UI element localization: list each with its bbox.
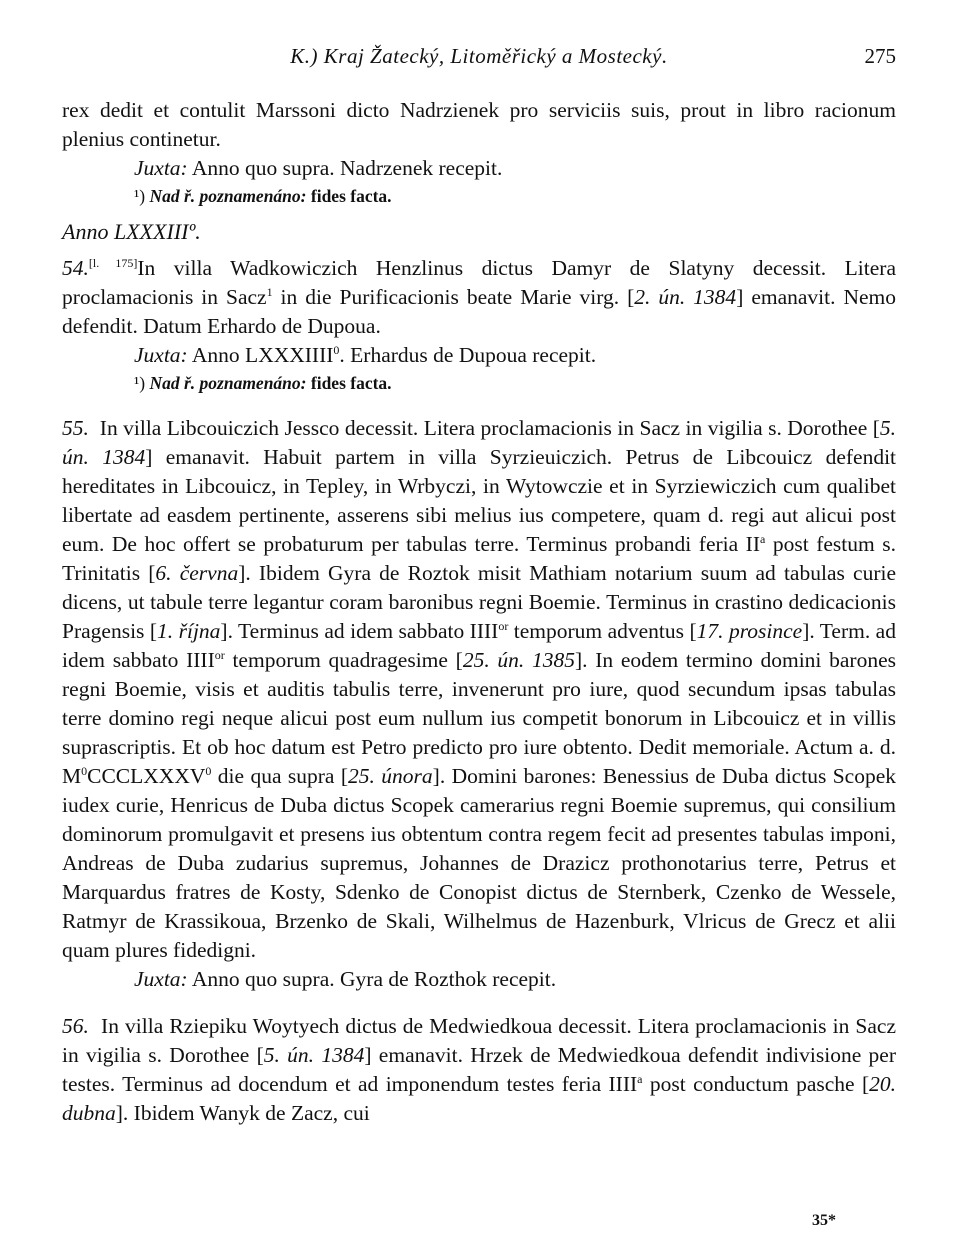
entry-54 [62,254,896,396]
printer-signature: 35* [812,1212,836,1229]
entry-55-text: 55. In villa Libcouiczich Jessco decessit. Litera proclamacionis in Sacz in vigilia s. Dorothee [5. ún. 1384] emanavit. Habuit partem in villa Syrzieuiczich. Petrus de Libcouicz defendit hereditates in Libcouicz, in Tepley, in Wrbyczi, in Wytowczie et in Syrziewiczich cum qualibet libertate ad easdem pertinente, asserens sibi melius ius competere, quam d. regi aut alicui post eum. De hoc offert se probaturum per tabulas terre. Terminus probandi feria $II^a$ post festum s. Trinitatis [6. června]. Ibidem Gyra de Roztok misit Mathiam notarium suum ad tabulas curie dicens, ut tabule terre legantur coram baronibus regni Boemie. Terminus in crastino dedicacionis Pragensis [1. října]. Terminus ad idem sabbato $IIII^{or}$ temporum adventus [17. prosince]. Term. ad idem sabbato $IIII^{or}$ temporum quadragesime [25. ún. 1385]. In eodem termino domini barones regni Boemie, visis et auditis tabulis terre, invenerunt pro iure, quod secundum ipsas tabulas terre domino regi neque alicui post eum nullum ius competit bonorum in Libcouicz et in villis suprascriptis. Et ob hoc datum est Petro predicto pro iure obtento. Dedit memoriale. Actum a. d. $M^0CCCLXXXV^0$ die qua supra [25. února]. Domini barones: Benessius de Duba dictus Scopek iudex curie, Henricus de Duba dictus Scopek camerarius regni Boemie supremus, qui consilium dominorum promulgavit et presens ius obtentum contra regem fecit ad presentes tabulas imponi, Andreas de Duba zudarius supremus, Johannes de Drazicz prothonotarius terre, Petrus et Marquardus fratres de Kosty, Sdenko de Conopist dictus de Sternberk, Czenko de Wessele, Ratmyr de Krassikoua, Brzenko de Skali, Wilhelmus de Hazenburk, Vlricus de Grecz et alii quam plures fidedigni. [62,416,897,962]
running-head [62,40,896,76]
year-heading: Anno LXXXIIIº. [62,219,201,244]
page-number: 275 [864,44,896,68]
entry-55-juxta: Juxta: Anno quo supra. Gyra de Rozthok recepit. [134,967,557,991]
page-title: K.) Kraj Žatecký, Litoměřický a Mostecký. [290,44,668,68]
entry-54-text: 54.[l. 175]In villa Wadkowiczich Henzlinus dictus Damyr de Slatyny decessit. Litera proclamacionis in Sacz$^1$ in die Purificacionis beate Marie virg. [2. ún. 1384] emanavit. Nemo defendit. Datum Erhardo de Dupoua. [62,255,897,338]
intro-paragraph: rex dedit et contulit Marssoni dicto Nadrzienek pro serviciis suis, prout in libro racionum plenius continetur. [62,98,896,151]
document-page [62,40,896,1240]
intro-juxta: Juxta: Anno quo supra. Nadrzenek recepit. [134,156,503,180]
entry-56-text: 56. In villa Rziepiku Woytyech dictus de Medwiedkoua decessit. Litera proclamacionis in Sacz in vigilia s. Dorothee [5. ún. 1384] emanavit. Hrzek de Medwiedkoua defendit indivisione per testes. Terminus ad docendum et ad imponendum testes feria IIII$^a$ post conductum pasche [20. dubna]. Ibidem Wanyk de Zacz, cui [62,1014,897,1125]
intro-note: ¹) Nad ř. poznamenáno: fides facta. [134,186,392,206]
entry-54-note: ¹) Nad ř. poznamenáno: fides facta. [134,373,392,393]
body-text [62,96,896,1128]
entry-54-juxta: Juxta: Anno LXXXIIII$^0$. Erhardus de Dupoua recepit. [134,342,597,367]
entry-56 [62,1012,896,1128]
entry-55 [62,414,896,994]
